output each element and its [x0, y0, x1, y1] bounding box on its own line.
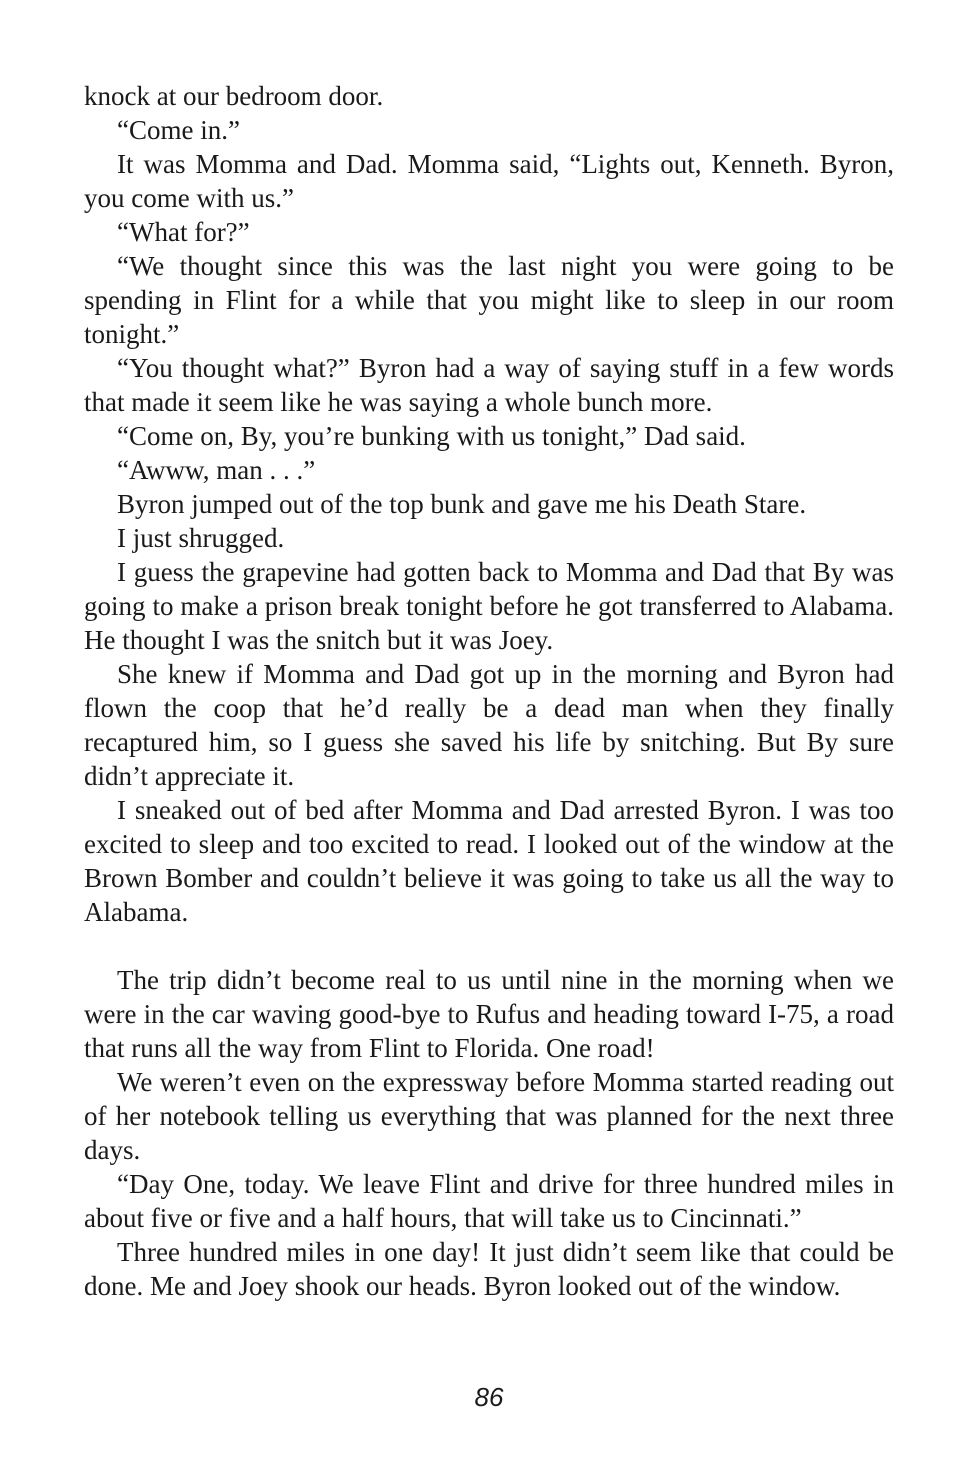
- paragraph-14: The trip didn’t become real to us until nine in the morning when we were in the car waving good-bye to Rufus and heading toward I-75, a road that runs all the way from Flint to Florida. One road!: [84, 965, 894, 1063]
- paragraph-13: I sneaked out of bed after Momma and Dad arrested Byron. I was too excited to sleep and too excited to read. I looked out of the window at the Brown Bomber and couldn’t believe it was going to take us all the way to Alabama.: [84, 795, 894, 927]
- section-break: [84, 929, 894, 963]
- paragraph-6: “You thought what?” Byron had a way of saying stuff in a few words that made it seem like he was saying a whole bunch more.: [84, 353, 894, 417]
- paragraph-3: It was Momma and Dad. Momma said, “Lights out, Kenneth. Byron, you come with us.”: [84, 149, 894, 213]
- paragraph-12: She knew if Momma and Dad got up in the morning and Byron had flown the coop that he’d really be a dead man when they finally recaptured him, so I guess she saved his life by snitching. But By sure didn’t appreciate it.: [84, 659, 894, 791]
- paragraph-9: Byron jumped out of the top bunk and gave me his Death Stare.: [117, 489, 807, 519]
- paragraph-8: “Awww, man . . .”: [117, 455, 316, 485]
- section-two: [84, 963, 894, 1303]
- page-number: 86: [474, 1382, 504, 1412]
- section-one: [84, 79, 894, 929]
- paragraph-15: We weren’t even on the expressway before Momma started reading out of her notebook telling us everything that was planned for the next three days.: [84, 1067, 894, 1165]
- paragraph-11: I guess the grapevine had gotten back to Momma and Dad that By was going to make a prison break tonight before he got transferred to Alabama. He thought I was the snitch but it was Joey.: [84, 557, 894, 655]
- paragraph-7: “Come on, By, you’re bunking with us tonight,” Dad said.: [117, 421, 746, 451]
- paragraph-5: “We thought since this was the last night you were going to be spending in Flint for a while that you might like to sleep in our room tonight.”: [84, 251, 894, 349]
- paragraph-17: Three hundred miles in one day! It just didn’t seem like that could be done. Me and Joey shook our heads. Byron looked out of the window.: [84, 1237, 894, 1301]
- book-page-text: [84, 79, 894, 1303]
- paragraph-16: “Day One, today. We leave Flint and drive for three hundred miles in about five or five and a half hours, that will take us to Cincinnati.”: [84, 1169, 894, 1233]
- paragraph-2: “Come in.”: [117, 115, 240, 145]
- paragraph-1: knock at our bedroom door.: [84, 81, 384, 111]
- paragraph-10: I just shrugged.: [117, 523, 285, 553]
- paragraph-4: “What for?”: [117, 217, 250, 247]
